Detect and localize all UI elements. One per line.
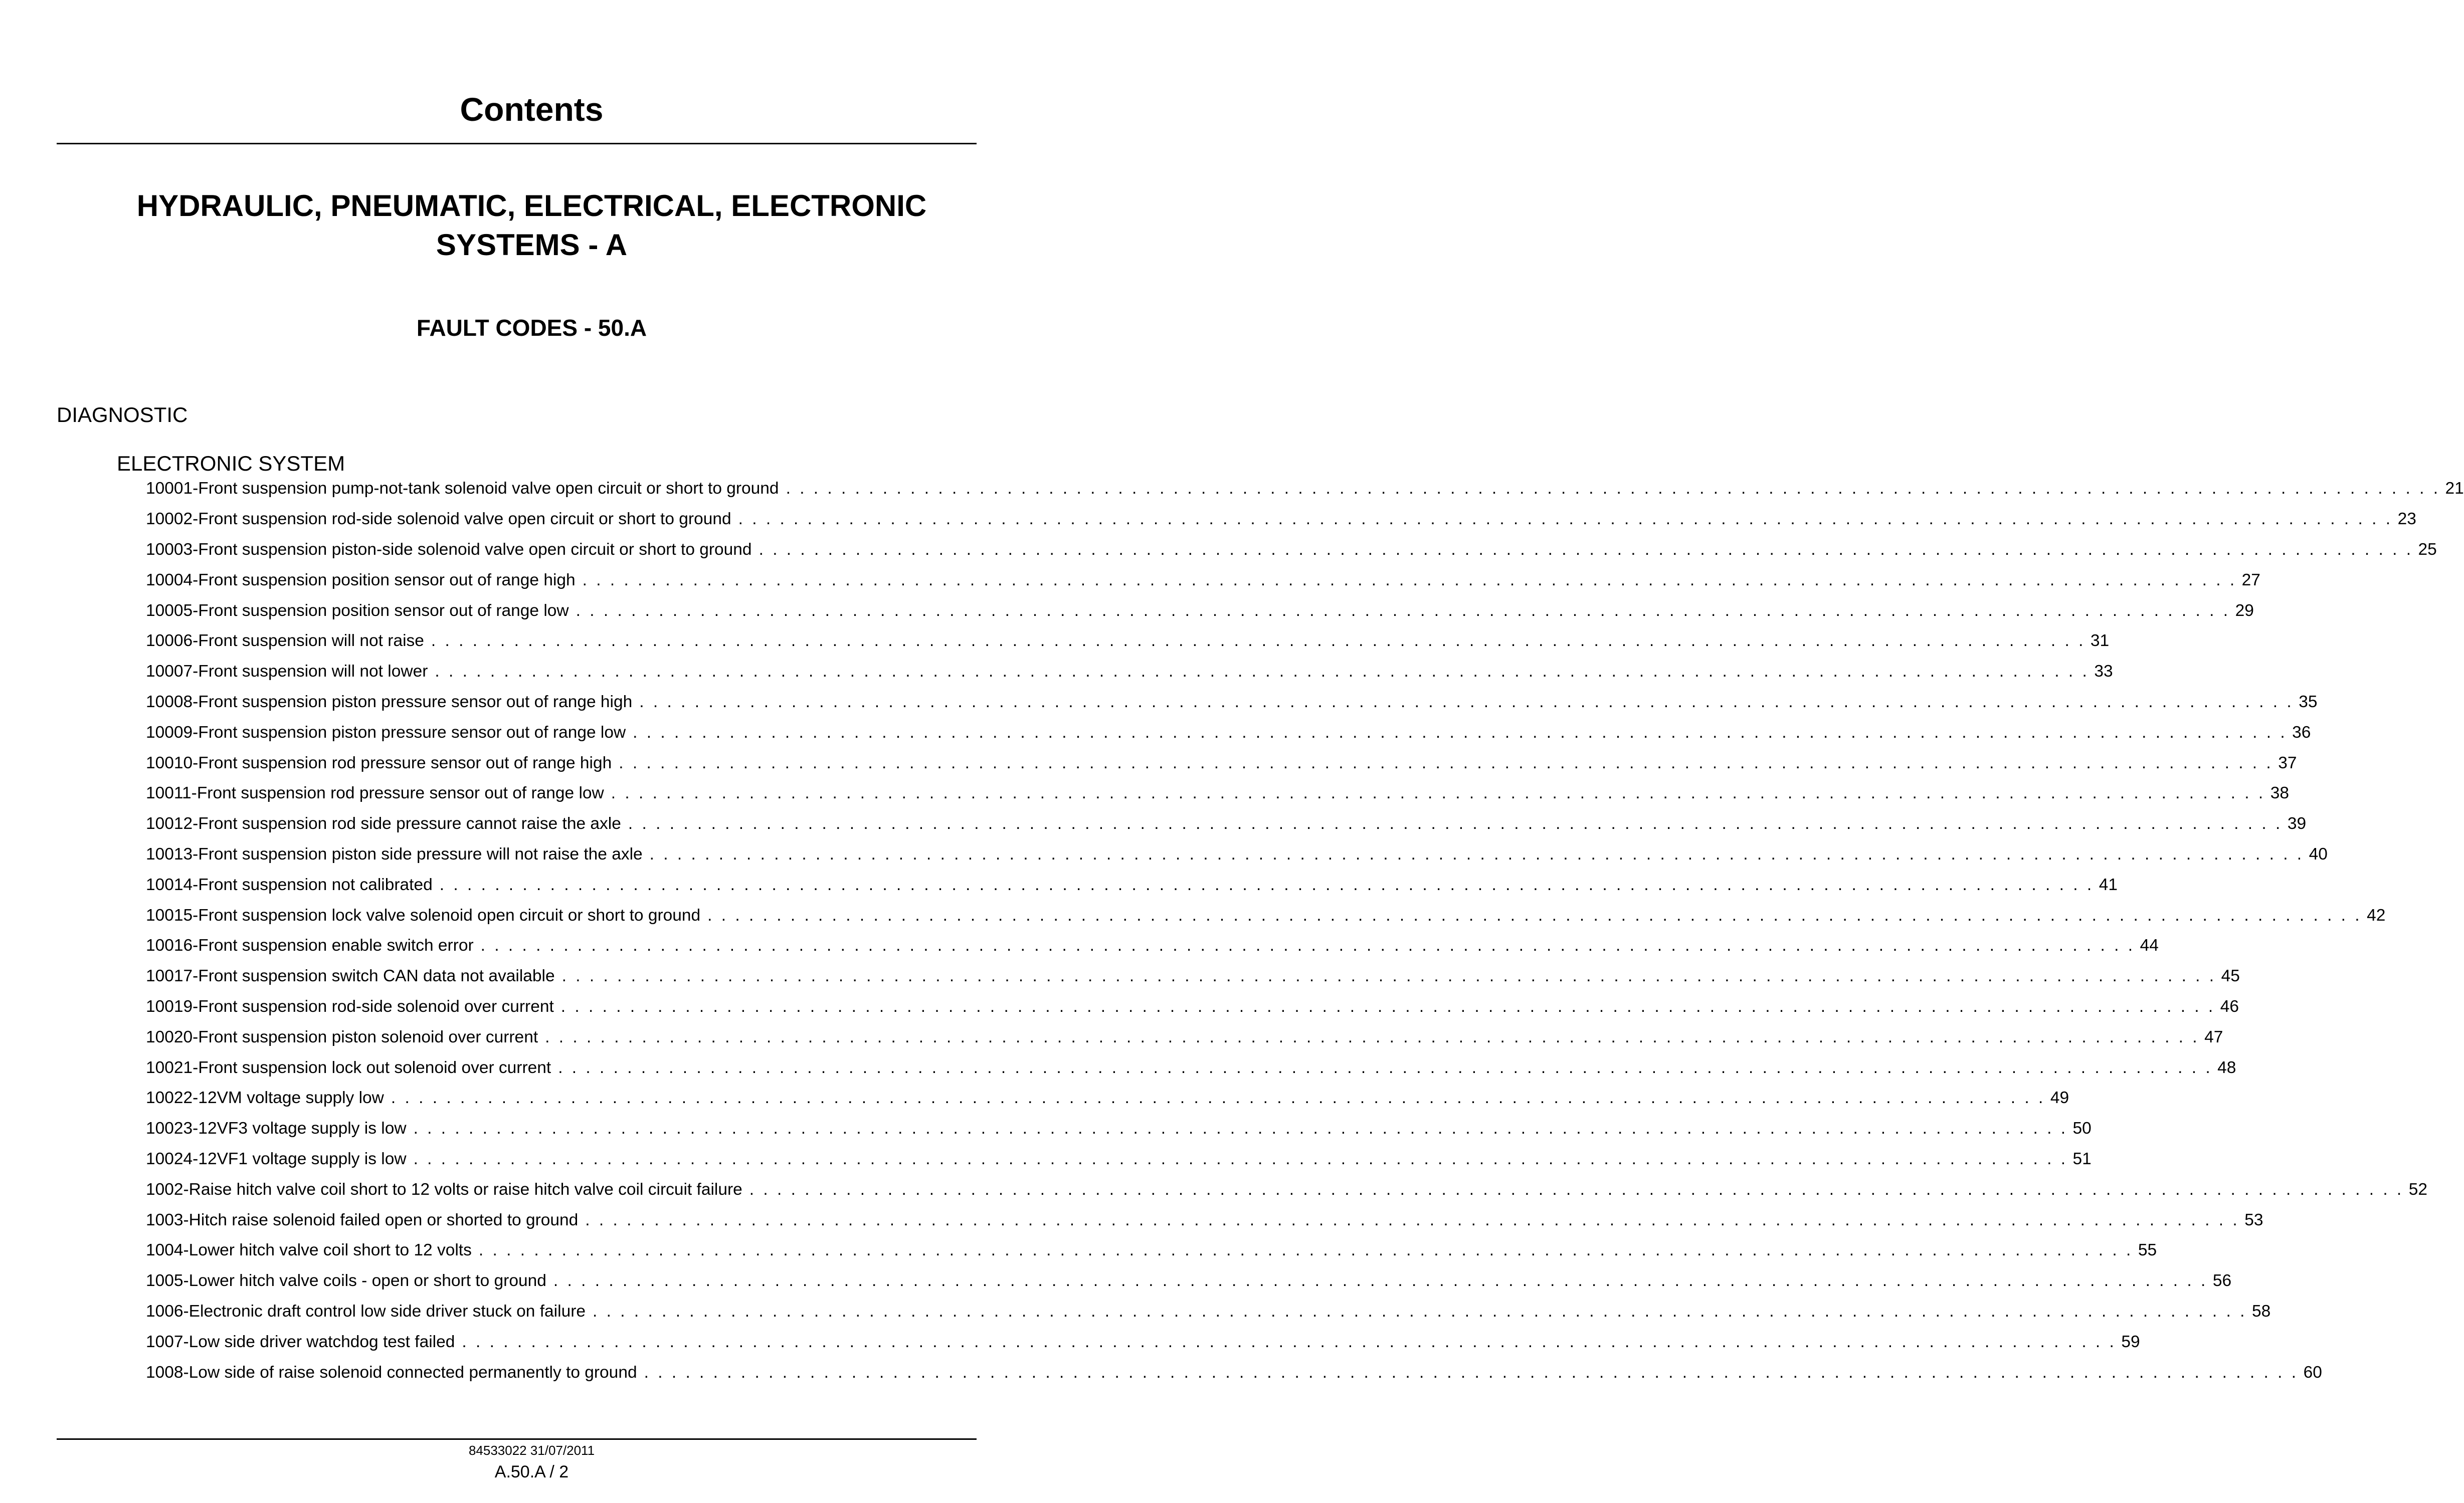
toc-entry[interactable]	[146, 474, 2464, 504]
page-number: A.50.A / 2	[494, 1462, 569, 1481]
toc-entry-label: 10001-Front suspension pump-not-tank solenoid valve open circuit or short to ground	[146, 479, 779, 498]
toc-entry-page: 29	[2235, 601, 2254, 620]
toc-entry-label: 10003-Front suspension piston-side solenoid valve open circuit or short to ground	[146, 540, 752, 559]
toc-entry[interactable]	[146, 1297, 2271, 1327]
page-title: Contents	[460, 91, 604, 128]
toc-entry[interactable]	[146, 1022, 2223, 1052]
toc-entry[interactable]	[146, 535, 2437, 565]
toc-entry-page: 53	[2244, 1210, 2263, 1229]
toc-entry-page: 47	[2204, 1027, 2223, 1046]
toc-entry-page: 21	[2445, 479, 2464, 498]
toc-leader-dots: . . . . . . . . . . . . . . . . . . . . . . . . . . . . . . . . . . . . . . . . . . . . . . . . . . . . . . . . . . . . . . . . . . . . . . . . . . . . . . . . . . . . . . . . . . . . . . . . . . . . . . . . . . . . . . . . . . . . . . . .	[561, 967, 2216, 986]
toc-entry-label: 10007-Front suspension will not lower	[146, 662, 428, 681]
toc-leader-dots: . . . . . . . . . . . . . . . . . . . . . . . . . . . . . . . . . . . . . . . . . . . . . . . . . . . . . . . . . . . . . . . . . . . . . . . . . . . . . . . . . . . . . . . . . . . . . . . . . . . . . . . . . . . . . . . . . . . . . . . .	[759, 540, 2413, 559]
toc-entry[interactable]	[146, 931, 2159, 961]
toc-entry-page: 51	[2072, 1149, 2092, 1168]
toc-entry-label: 10017-Front suspension switch CAN data not available	[146, 967, 555, 986]
toc-leader-dots: . . . . . . . . . . . . . . . . . . . . . . . . . . . . . . . . . . . . . . . . . . . . . . . . . . . . . . . . . . . . . . . . . . . . . . . . . . . . . . . . . . . . . . . . . . . . . . . . . . . . . . . . . . . . . . . . . . . . . . . .	[391, 1089, 2045, 1108]
toc-entry-page: 36	[2292, 723, 2311, 742]
toc-entry[interactable]	[146, 657, 2113, 687]
toc-leader-dots: . . . . . . . . . . . . . . . . . . . . . . . . . . . . . . . . . . . . . . . . . . . . . . . . . . . . . . . . . . . . . . . . . . . . . . . . . . . . . . . . . . . . . . . . . . . . . . . . . . . . . . . . . . . . . . . . . . . . . . . .	[435, 662, 2090, 681]
toc-entry-page: 35	[2299, 692, 2318, 711]
toc-entry-page: 48	[2217, 1058, 2236, 1077]
toc-entry-page: 41	[2099, 875, 2118, 894]
toc-entry-label: 10004-Front suspension position sensor out of range high	[146, 570, 576, 589]
toc-entry[interactable]	[146, 717, 2311, 748]
toc-entry-label: 10022-12VM voltage supply low	[146, 1089, 384, 1108]
toc-entry-label: 10005-Front suspension position sensor out of range low	[146, 601, 569, 620]
toc-entry-label: 10019-Front suspension rod-side solenoid over current	[146, 997, 554, 1016]
toc-entry-label: 10023-12VF3 voltage supply is low	[146, 1119, 407, 1138]
toc-entry-page: 60	[2303, 1363, 2322, 1382]
section-title	[0, 186, 1063, 265]
section-title-line-1: HYDRAULIC, PNEUMATIC, ELECTRICAL, ELECTRONIC	[136, 189, 927, 223]
toc-entry-label: 10014-Front suspension not calibrated	[146, 875, 433, 894]
toc-entry-page: 27	[2241, 570, 2260, 589]
toc-entry[interactable]	[146, 1174, 2428, 1205]
toc-entry[interactable]	[146, 809, 2307, 839]
toc-list	[146, 474, 2464, 1388]
toc-entry[interactable]	[146, 626, 2110, 657]
toc-leader-dots: . . . . . . . . . . . . . . . . . . . . . . . . . . . . . . . . . . . . . . . . . . . . . . . . . . . . . . . . . . . . . . . . . . . . . . . . . . . . . . . . . . . . . . . . . . . . . . . . . . . . . . . . . . . . . . . . . . . . . . . .	[633, 723, 2288, 742]
toc-entry-label: 1005-Lower hitch valve coils - open or short to ground	[146, 1271, 546, 1291]
toc-leader-dots: . . . . . . . . . . . . . . . . . . . . . . . . . . . . . . . . . . . . . . . . . . . . . . . . . . . . . . . . . . . . . . . . . . . . . . . . . . . . . . . . . . . . . . . . . . . . . . . . . . . . . . . . . . . . . . . . . . . . . . . .	[611, 784, 2265, 803]
toc-leader-dots: . . . . . . . . . . . . . . . . . . . . . . . . . . . . . . . . . . . . . . . . . . . . . . . . . . . . . . . . . . . . . . . . . . . . . . . . . . . . . . . . . . . . . . . . . . . . . . . . . . . . . . . . . . . . . . . . . . . . . . . .	[749, 1180, 2404, 1199]
toc-entry-page: 44	[2140, 936, 2159, 955]
toc-entry-label: 10008-Front suspension piston pressure sensor out of range high	[146, 692, 633, 711]
toc-leader-dots: . . . . . . . . . . . . . . . . . . . . . . . . . . . . . . . . . . . . . . . . . . . . . . . . . . . . . . . . . . . . . . . . . . . . . . . . . . . . . . . . . . . . . . . . . . . . . . . . . . . . . . . . . . . . . . . . . . . . . . . .	[707, 906, 2362, 925]
toc-entry-page: 52	[2408, 1180, 2428, 1199]
toc-leader-dots: . . . . . . . . . . . . . . . . . . . . . . . . . . . . . . . . . . . . . . . . . . . . . . . . . . . . . . . . . . . . . . . . . . . . . . . . . . . . . . . . . . . . . . . . . . . . . . . . . . . . . . . . . . . . . . . . . . . . . . . .	[786, 479, 2440, 498]
footer-divider	[57, 1438, 977, 1440]
toc-entry-label: 10009-Front suspension piston pressure sensor out of range low	[146, 723, 626, 742]
toc-entry-page: 25	[2418, 540, 2437, 559]
subgroup-heading: ELECTRONIC SYSTEM	[117, 452, 345, 475]
toc-leader-dots: . . . . . . . . . . . . . . . . . . . . . . . . . . . . . . . . . . . . . . . . . . . . . . . . . . . . . . . . . . . . . . . . . . . . . . . . . . . . . . . . . . . . . . . . . . . . . . . . . . . . . . . . . . . . . . . . . . . . . . . .	[545, 1027, 2200, 1046]
toc-entry-page: 59	[2121, 1332, 2140, 1351]
toc-entry-label: 10012-Front suspension rod side pressure cannot raise the axle	[146, 814, 621, 833]
group-heading: DIAGNOSTIC	[57, 403, 188, 426]
toc-entry[interactable]	[146, 870, 2118, 900]
toc-entry[interactable]	[146, 687, 2318, 718]
header-divider	[57, 143, 977, 144]
toc-entry[interactable]	[146, 595, 2254, 626]
chapter-title: FAULT CODES - 50.A	[416, 315, 647, 341]
toc-entry-page: 46	[2220, 997, 2239, 1016]
toc-entry[interactable]	[146, 1052, 2236, 1083]
toc-entry[interactable]	[146, 900, 2386, 931]
toc-entry-label: 1004-Lower hitch valve coil short to 12 volts	[146, 1241, 472, 1260]
toc-entry[interactable]	[146, 565, 2260, 595]
toc-entry[interactable]	[146, 1266, 2232, 1297]
toc-leader-dots: . . . . . . . . . . . . . . . . . . . . . . . . . . . . . . . . . . . . . . . . . . . . . . . . . . . . . . . . . . . . . . . . . . . . . . . . . . . . . . . . . . . . . . . . . . . . . . . . . . . . . . . . . . . . . . . . . . . . . . . .	[553, 1271, 2208, 1291]
toc-entry-label: 10011-Front suspension rod pressure sensor out of range low	[146, 784, 604, 803]
toc-leader-dots: . . . . . . . . . . . . . . . . . . . . . . . . . . . . . . . . . . . . . . . . . . . . . . . . . . . . . . . . . . . . . . . . . . . . . . . . . . . . . . . . . . . . . . . . . . . . . . . . . . . . . . . . . . . . . . . . . . . . . . . .	[576, 601, 2230, 620]
toc-entry-page: 31	[2090, 631, 2110, 651]
toc-leader-dots: . . . . . . . . . . . . . . . . . . . . . . . . . . . . . . . . . . . . . . . . . . . . . . . . . . . . . . . . . . . . . . . . . . . . . . . . . . . . . . . . . . . . . . . . . . . . . . . . . . . . . . . . . . . . . . . . . . . . . . . .	[560, 997, 2215, 1016]
toc-entry-label: 10015-Front suspension lock valve solenoid open circuit or short to ground	[146, 906, 701, 925]
toc-leader-dots: . . . . . . . . . . . . . . . . . . . . . . . . . . . . . . . . . . . . . . . . . . . . . . . . . . . . . . . . . . . . . . . . . . . . . . . . . . . . . . . . . . . . . . . . . . . . . . . . . . . . . . . . . . . . . . . . . . . . . . . .	[462, 1332, 2117, 1351]
toc-entry[interactable]	[146, 839, 2328, 870]
toc-leader-dots: . . . . . . . . . . . . . . . . . . . . . . . . . . . . . . . . . . . . . . . . . . . . . . . . . . . . . . . . . . . . . . . . . . . . . . . . . . . . . . . . . . . . . . . . . . . . . . . . . . . . . . . . . . . . . . . . . . . . . . . .	[478, 1241, 2133, 1260]
toc-leader-dots: . . . . . . . . . . . . . . . . . . . . . . . . . . . . . . . . . . . . . . . . . . . . . . . . . . . . . . . . . . . . . . . . . . . . . . . . . . . . . . . . . . . . . . . . . . . . . . . . . . . . . . . . . . . . . . . . . . . . . . . .	[413, 1119, 2068, 1138]
toc-entry[interactable]	[146, 504, 2416, 535]
toc-entry-page: 55	[2138, 1241, 2157, 1260]
section-title-line-2: SYSTEMS - A	[436, 228, 628, 262]
toc-entry-page: 39	[2287, 814, 2307, 833]
toc-leader-dots: . . . . . . . . . . . . . . . . . . . . . . . . . . . . . . . . . . . . . . . . . . . . . . . . . . . . . . . . . . . . . . . . . . . . . . . . . . . . . . . . . . . . . . . . . . . . . . . . . . . . . . . . . . . . . . . . . . . . . . . .	[619, 753, 2273, 772]
toc-entry[interactable]	[146, 1144, 2092, 1175]
toc-entry-label: 1007-Low side driver watchdog test failed	[146, 1332, 455, 1351]
toc-entry[interactable]	[146, 778, 2289, 809]
toc-entry[interactable]	[146, 1083, 2069, 1114]
toc-entry-label: 10020-Front suspension piston solenoid over current	[146, 1027, 538, 1046]
toc-leader-dots: . . . . . . . . . . . . . . . . . . . . . . . . . . . . . . . . . . . . . . . . . . . . . . . . . . . . . . . . . . . . . . . . . . . . . . . . . . . . . . . . . . . . . . . . . . . . . . . . . . . . . . . . . . . . . . . . . . . . . . . .	[593, 1302, 2247, 1321]
toc-leader-dots: . . . . . . . . . . . . . . . . . . . . . . . . . . . . . . . . . . . . . . . . . . . . . . . . . . . . . . . . . . . . . . . . . . . . . . . . . . . . . . . . . . . . . . . . . . . . . . . . . . . . . . . . . . . . . . . . . . . . . . . .	[558, 1058, 2213, 1077]
document-reference: 84533022 31/07/2011	[468, 1443, 595, 1458]
toc-entry-label: 1006-Electronic draft control low side driver stuck on failure	[146, 1302, 586, 1321]
toc-entry-label: 10013-Front suspension piston side pressure will not raise the axle	[146, 844, 643, 864]
toc-entry[interactable]	[146, 1205, 2263, 1235]
toc-entry-label: 10016-Front suspension enable switch error	[146, 936, 474, 955]
toc-leader-dots: . . . . . . . . . . . . . . . . . . . . . . . . . . . . . . . . . . . . . . . . . . . . . . . . . . . . . . . . . . . . . . . . . . . . . . . . . . . . . . . . . . . . . . . . . . . . . . . . . . . . . . . . . . . . . . . . . . . . . . . .	[480, 936, 2135, 955]
toc-entry-page: 50	[2072, 1119, 2092, 1138]
toc-entry[interactable]	[146, 1327, 2140, 1357]
toc-entry-label: 10021-Front suspension lock out solenoid over current	[146, 1058, 551, 1077]
toc-leader-dots: . . . . . . . . . . . . . . . . . . . . . . . . . . . . . . . . . . . . . . . . . . . . . . . . . . . . . . . . . . . . . . . . . . . . . . . . . . . . . . . . . . . . . . . . . . . . . . . . . . . . . . . . . . . . . . . . . . . . . . . .	[639, 692, 2294, 711]
toc-leader-dots: . . . . . . . . . . . . . . . . . . . . . . . . . . . . . . . . . . . . . . . . . . . . . . . . . . . . . . . . . . . . . . . . . . . . . . . . . . . . . . . . . . . . . . . . . . . . . . . . . . . . . . . . . . . . . . . . . . . . . . . .	[649, 844, 2304, 864]
toc-entry-label: 10002-Front suspension rod-side solenoid valve open circuit or short to ground	[146, 510, 731, 529]
toc-entry-label: 1008-Low side of raise solenoid connected permanently to ground	[146, 1363, 637, 1382]
toc-leader-dots: . . . . . . . . . . . . . . . . . . . . . . . . . . . . . . . . . . . . . . . . . . . . . . . . . . . . . . . . . . . . . . . . . . . . . . . . . . . . . . . . . . . . . . . . . . . . . . . . . . . . . . . . . . . . . . . . . . . . . . . .	[439, 875, 2094, 894]
toc-entry-page: 42	[2367, 906, 2386, 925]
toc-entry-page: 38	[2270, 784, 2289, 803]
toc-entry-label: 10006-Front suspension will not raise	[146, 631, 424, 651]
toc-leader-dots: . . . . . . . . . . . . . . . . . . . . . . . . . . . . . . . . . . . . . . . . . . . . . . . . . . . . . . . . . . . . . . . . . . . . . . . . . . . . . . . . . . . . . . . . . . . . . . . . . . . . . . . . . . . . . . . . . . . . . . . .	[738, 510, 2393, 529]
toc-leader-dots: . . . . . . . . . . . . . . . . . . . . . . . . . . . . . . . . . . . . . . . . . . . . . . . . . . . . . . . . . . . . . . . . . . . . . . . . . . . . . . . . . . . . . . . . . . . . . . . . . . . . . . . . . . . . . . . . . . . . . . . .	[644, 1363, 2299, 1382]
toc-entry-label: 1002-Raise hitch valve coil short to 12 volts or raise hitch valve coil circuit failure	[146, 1180, 742, 1199]
toc-entry[interactable]	[146, 992, 2239, 1022]
toc-entry-page: 37	[2278, 753, 2297, 772]
toc-entry-page: 58	[2251, 1302, 2271, 1321]
toc-leader-dots: . . . . . . . . . . . . . . . . . . . . . . . . . . . . . . . . . . . . . . . . . . . . . . . . . . . . . . . . . . . . . . . . . . . . . . . . . . . . . . . . . . . . . . . . . . . . . . . . . . . . . . . . . . . . . . . . . . . . . . . .	[431, 631, 2086, 651]
toc-entry-page: 40	[2309, 844, 2328, 864]
toc-entry[interactable]	[146, 1357, 2322, 1388]
toc-entry-label: 10024-12VF1 voltage supply is low	[146, 1149, 407, 1168]
toc-entry[interactable]	[146, 748, 2297, 778]
toc-entry-page: 23	[2397, 510, 2416, 529]
toc-entry-page: 33	[2094, 662, 2113, 681]
toc-entry-label: 1003-Hitch raise solenoid failed open or shorted to ground	[146, 1210, 579, 1229]
toc-entry-page: 56	[2212, 1271, 2232, 1291]
toc-entry-page: 45	[2221, 967, 2240, 986]
toc-entry[interactable]	[146, 1235, 2157, 1266]
toc-entry-label: 10010-Front suspension rod pressure sensor out of range high	[146, 753, 612, 772]
toc-entry[interactable]	[146, 961, 2240, 992]
toc-entry-page: 49	[2050, 1089, 2069, 1108]
toc-leader-dots: . . . . . . . . . . . . . . . . . . . . . . . . . . . . . . . . . . . . . . . . . . . . . . . . . . . . . . . . . . . . . . . . . . . . . . . . . . . . . . . . . . . . . . . . . . . . . . . . . . . . . . . . . . . . . . . . . . . . . . . .	[585, 1210, 2240, 1229]
toc-leader-dots: . . . . . . . . . . . . . . . . . . . . . . . . . . . . . . . . . . . . . . . . . . . . . . . . . . . . . . . . . . . . . . . . . . . . . . . . . . . . . . . . . . . . . . . . . . . . . . . . . . . . . . . . . . . . . . . . . . . . . . . .	[628, 814, 2283, 833]
toc-leader-dots: . . . . . . . . . . . . . . . . . . . . . . . . . . . . . . . . . . . . . . . . . . . . . . . . . . . . . . . . . . . . . . . . . . . . . . . . . . . . . . . . . . . . . . . . . . . . . . . . . . . . . . . . . . . . . . . . . . . . . . . .	[413, 1149, 2068, 1168]
toc-leader-dots: . . . . . . . . . . . . . . . . . . . . . . . . . . . . . . . . . . . . . . . . . . . . . . . . . . . . . . . . . . . . . . . . . . . . . . . . . . . . . . . . . . . . . . . . . . . . . . . . . . . . . . . . . . . . . . . . . . . . . . . .	[582, 570, 2237, 589]
toc-entry[interactable]	[146, 1114, 2092, 1144]
